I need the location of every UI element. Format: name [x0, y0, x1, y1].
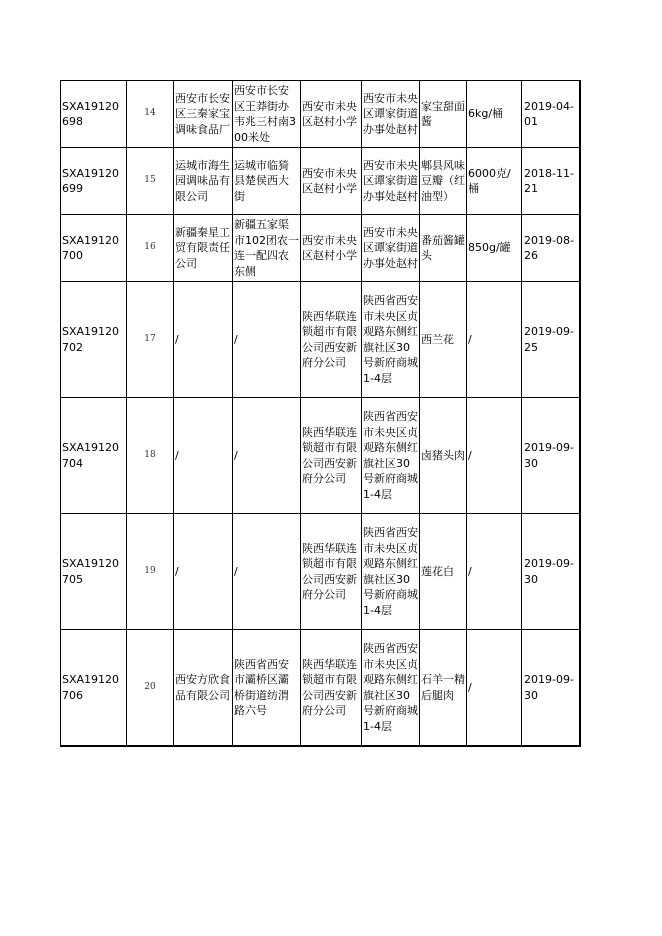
- sequence-number: 15: [127, 148, 174, 215]
- producer-name: 西安市长安区三秦家宝调味食品厂: [174, 81, 233, 148]
- production-date: 2019-09-30: [522, 630, 580, 747]
- product-name: 番茄酱罐头: [420, 215, 467, 282]
- table-row: [61, 514, 580, 630]
- producer-name: /: [174, 398, 233, 514]
- production-date: 2019-09-25: [522, 282, 580, 398]
- producer-address: 西安市长安区王莽街办韦兆三村南300米处: [233, 81, 301, 148]
- specification: /: [467, 398, 522, 514]
- sample-code: SXA19120699: [61, 148, 127, 215]
- production-date: 2019-04-01: [522, 81, 580, 148]
- seller-name: 西安市未央区赵村小学: [301, 81, 362, 148]
- sample-code: SXA19120704: [61, 398, 127, 514]
- seller-name: 陕西华联连锁超市有限公司西安新府分公司: [301, 282, 362, 398]
- seller-address: 陕西省西安市未央区贞观路东侧红旗社区30号新府商城1-4层: [362, 630, 420, 747]
- seller-name: 陕西华联连锁超市有限公司西安新府分公司: [301, 398, 362, 514]
- sample-code: SXA19120706: [61, 630, 127, 747]
- seller-name: 陕西华联连锁超市有限公司西安新府分公司: [301, 514, 362, 630]
- sample-code: SXA19120702: [61, 282, 127, 398]
- producer-address: 新疆五家渠市102团农一连一配四农东侧: [233, 215, 301, 282]
- sequence-number: 20: [127, 630, 174, 747]
- table-row: [61, 81, 580, 148]
- sampling-results-table: [60, 80, 581, 747]
- sequence-number: 14: [127, 81, 174, 148]
- sample-code: SXA19120700: [61, 215, 127, 282]
- production-date: 2018-11-21: [522, 148, 580, 215]
- sequence-number: 18: [127, 398, 174, 514]
- sample-code: SXA19120698: [61, 81, 127, 148]
- producer-address: 运城市临猗县楚侯西大街: [233, 148, 301, 215]
- seller-address: 陕西省西安市未央区贞观路东侧红旗社区30号新府商城1-4层: [362, 282, 420, 398]
- seller-name: 西安市未央区赵村小学: [301, 215, 362, 282]
- specification: /: [467, 630, 522, 747]
- production-date: 2019-08-26: [522, 215, 580, 282]
- production-date: 2019-09-30: [522, 514, 580, 630]
- product-name: 郫县风味豆瓣（红油型）: [420, 148, 467, 215]
- seller-address: 西安市未央区谭家街道办事处赵村: [362, 215, 420, 282]
- producer-address: 陕西省西安市灞桥区灞桥街道纺渭路六号: [233, 630, 301, 747]
- producer-name: /: [174, 282, 233, 398]
- sequence-number: 17: [127, 282, 174, 398]
- specification: /: [467, 514, 522, 630]
- sequence-number: 19: [127, 514, 174, 630]
- product-name: 石羊一精后腿肉: [420, 630, 467, 747]
- product-name: 家宝甜面酱: [420, 81, 467, 148]
- production-date: 2019-09-30: [522, 398, 580, 514]
- product-name: 卤猪头肉: [420, 398, 467, 514]
- seller-address: 陕西省西安市未央区贞观路东侧红旗社区30号新府商城1-4层: [362, 398, 420, 514]
- product-name: 莲花白: [420, 514, 467, 630]
- seller-name: 西安市未央区赵村小学: [301, 148, 362, 215]
- producer-name: /: [174, 514, 233, 630]
- seller-address: 西安市未央区谭家街道办事处赵村: [362, 148, 420, 215]
- producer-address: /: [233, 514, 301, 630]
- seller-address: 陕西省西安市未央区贞观路东侧红旗社区30号新府商城1-4层: [362, 514, 420, 630]
- table-row: [61, 630, 580, 747]
- sample-code: SXA19120705: [61, 514, 127, 630]
- table-row: [61, 398, 580, 514]
- sampling-results-table-container: [60, 80, 581, 747]
- producer-address: /: [233, 282, 301, 398]
- specification: 6000克/桶: [467, 148, 522, 215]
- producer-name: 新疆秦星工贸有限责任公司: [174, 215, 233, 282]
- table-row: [61, 282, 580, 398]
- seller-name: 陕西华联连锁超市有限公司西安新府分公司: [301, 630, 362, 747]
- specification: /: [467, 282, 522, 398]
- producer-address: /: [233, 398, 301, 514]
- seller-address: 西安市未央区谭家街道办事处赵村: [362, 81, 420, 148]
- producer-name: 西安方欣食品有限公司: [174, 630, 233, 747]
- producer-name: 运城市海生园调味品有限公司: [174, 148, 233, 215]
- product-name: 西兰花: [420, 282, 467, 398]
- specification: 6kg/桶: [467, 81, 522, 148]
- specification: 850g/罐: [467, 215, 522, 282]
- table-row: [61, 215, 580, 282]
- sequence-number: 16: [127, 215, 174, 282]
- table-row: [61, 148, 580, 215]
